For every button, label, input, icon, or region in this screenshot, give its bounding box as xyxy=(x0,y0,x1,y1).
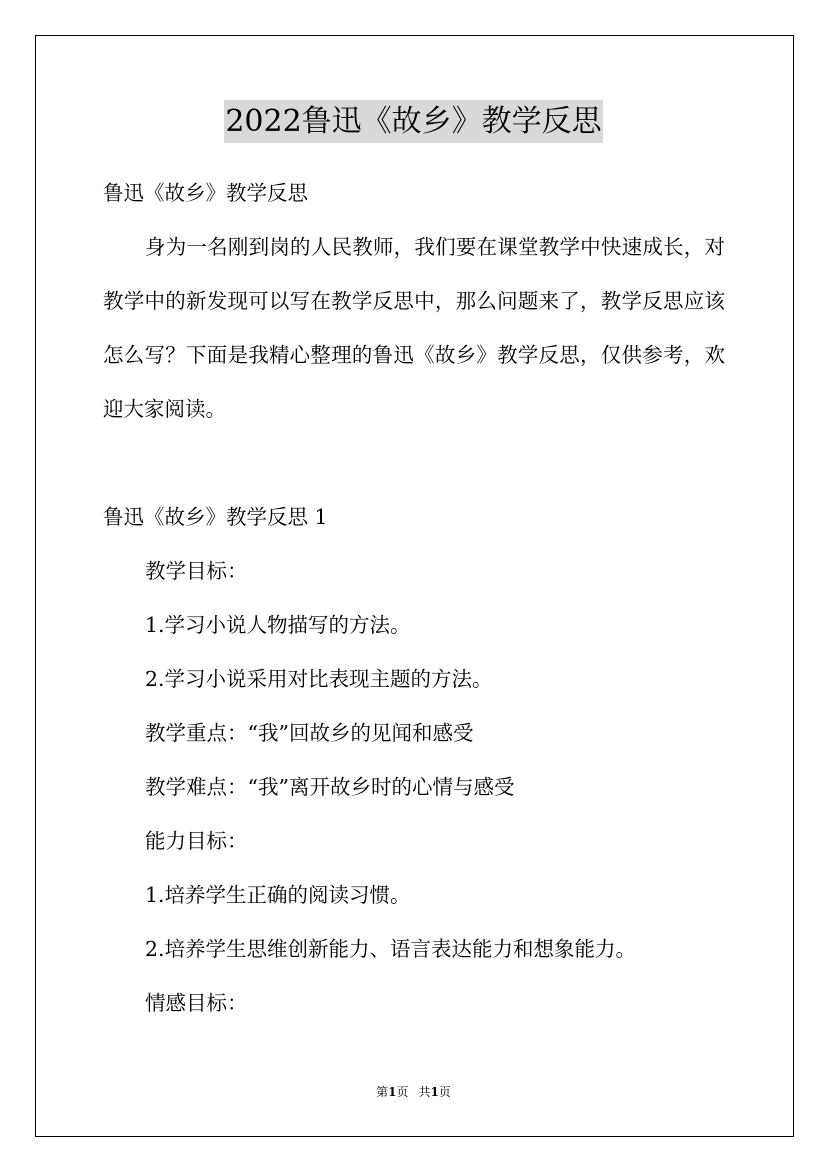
list-item: 教学重点：“我”回故乡的见闻和感受 xyxy=(145,721,474,745)
list-item: 情感目标： xyxy=(145,991,248,1015)
list-item: 教学难点：“我”离开故乡时的心情与感受 xyxy=(145,775,515,799)
list-item: 能力目标： xyxy=(145,829,248,853)
list-item: 2.学习小说采用对比表现主题的方法。 xyxy=(145,667,493,691)
total-prefix: 共 xyxy=(418,1085,431,1099)
intro-line-4: 迎大家阅读。 xyxy=(103,397,226,421)
list-item: 1.学习小说人物描写的方法。 xyxy=(145,613,411,637)
intro-line-1: 身为一名刚到岗的人民教师，我们要在课堂教学中快速成长，对 xyxy=(145,235,725,259)
blank-line xyxy=(103,436,725,490)
title-container xyxy=(0,100,827,143)
page-suffix: 页 xyxy=(396,1085,409,1099)
document-title: 2022鲁迅《故乡》教学反思 xyxy=(224,100,602,143)
document-body xyxy=(103,166,725,1030)
page-footer xyxy=(0,1083,827,1101)
list-item: 1.培养学生正确的阅读习惯。 xyxy=(145,883,411,907)
section-heading: 鲁迅《故乡》教学反思 1 xyxy=(103,505,328,529)
list-item: 2.培养学生思维创新能力、语言表达能力和想象能力。 xyxy=(145,937,637,961)
page-prefix: 第 xyxy=(376,1085,389,1099)
total-suffix: 页 xyxy=(438,1085,451,1099)
intro-line-2: 教学中的新发现可以写在教学反思中，那么问题来了，教学反思应该 xyxy=(103,289,725,313)
page-number: 1 xyxy=(388,1085,397,1099)
intro-line-3: 怎么写？下面是我精心整理的鲁迅《故乡》教学反思，仅供参考，欢 xyxy=(103,343,725,367)
total-pages: 1 xyxy=(430,1085,439,1099)
list-item: 教学目标： xyxy=(145,559,248,583)
article-heading: 鲁迅《故乡》教学反思 xyxy=(103,181,308,205)
